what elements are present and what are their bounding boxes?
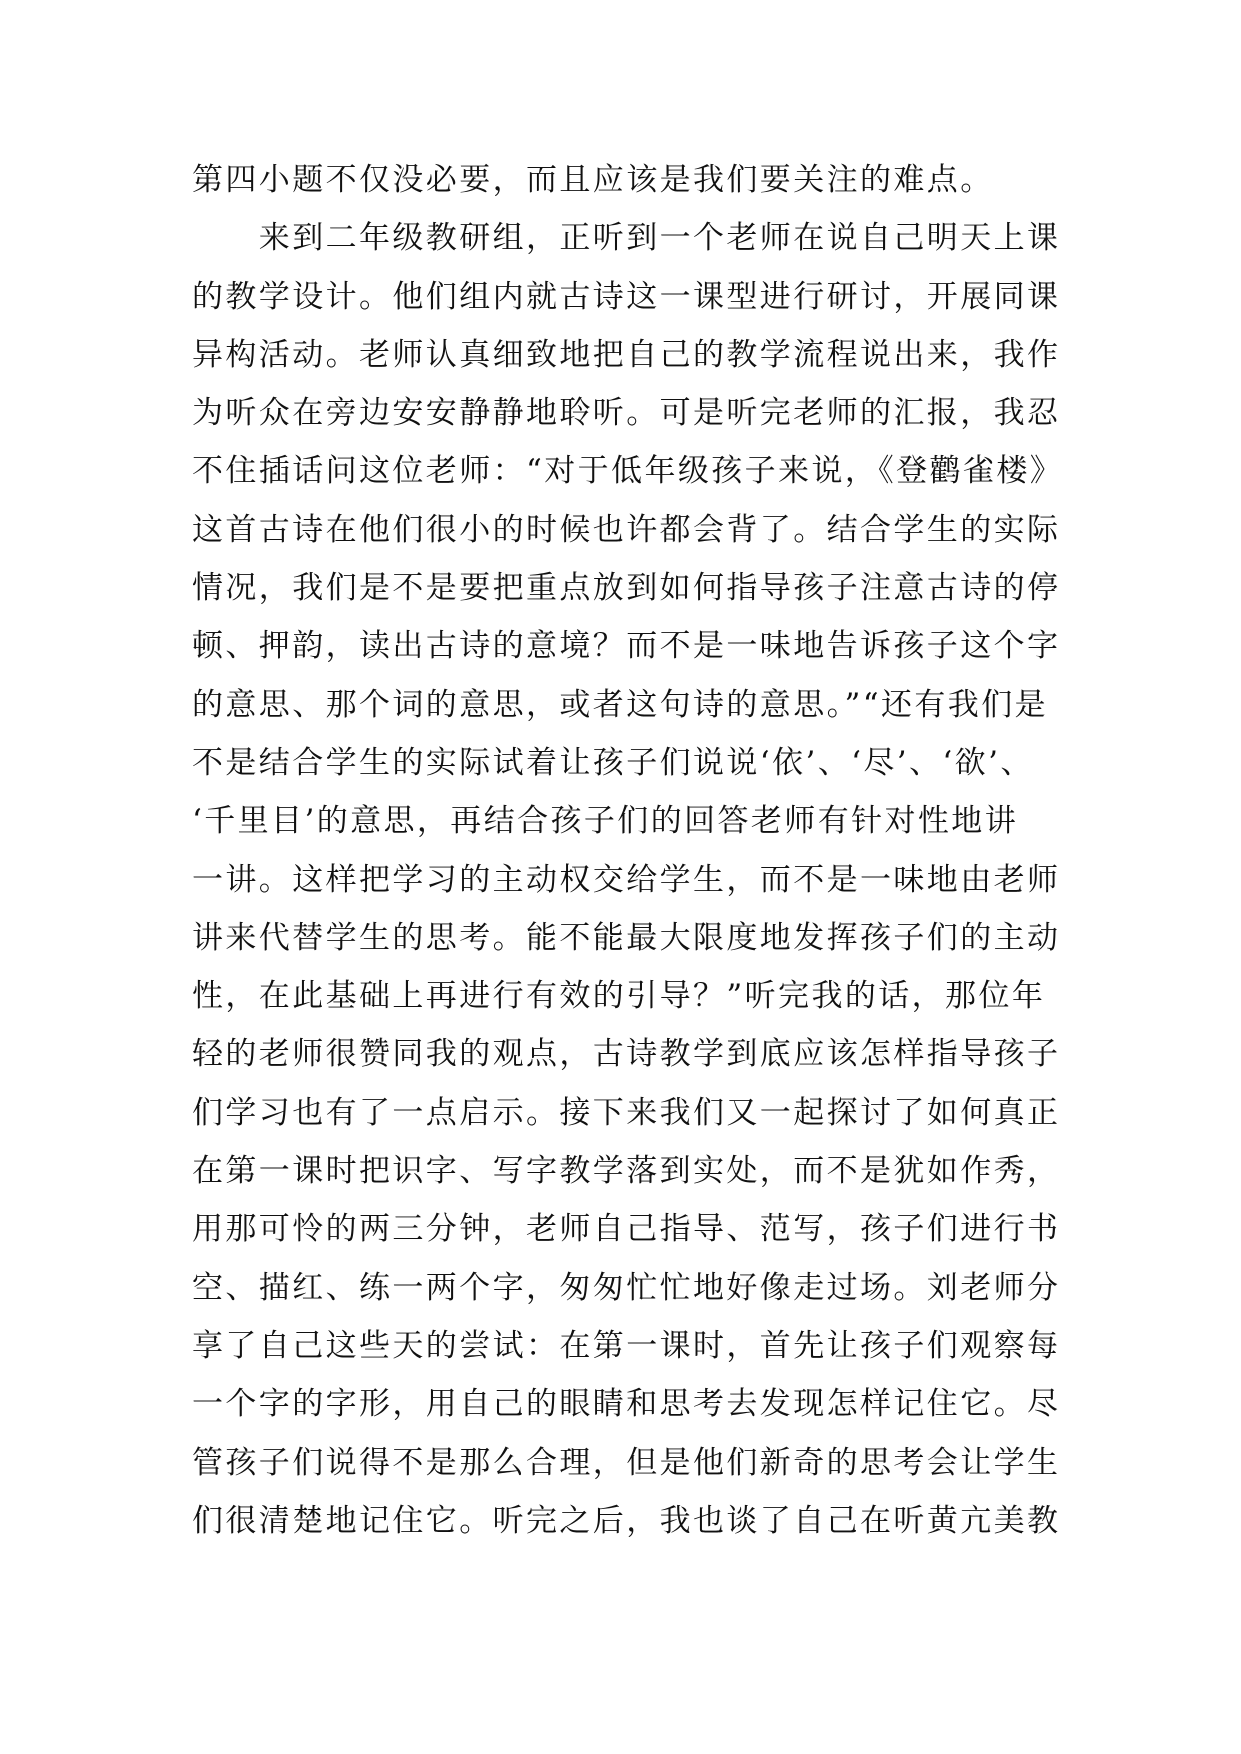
text-line: 的意思、那个词的意思，或者这句诗的意思。”“还有我们是 (192, 686, 1048, 723)
text-line: 在第一课时把识字、写字教学落到实处，而不是犹如作秀， (192, 1153, 1061, 1190)
text-line: 一讲。这样把学习的主动权交给学生，而不是一味地由老师 (192, 861, 1061, 898)
text-line: 性，在此基础上再进行有效的引导？”听完我的话，那位年 (192, 978, 1046, 1015)
text-line: 的教学设计。他们组内就古诗这一课型进行研讨，开展同课 (192, 278, 1061, 315)
text-line: 用那可怜的两三分钟，老师自己指导、范写，孩子们进行书 (192, 1211, 1061, 1248)
text-line: 顿、押韵，读出古诗的意境？而不是一味地告诉孩子这个字 (192, 628, 1061, 665)
text-line: 轻的老师很赞同我的观点，古诗教学到底应该怎样指导孩子 (192, 1036, 1061, 1073)
text-line: 情况，我们是不是要把重点放到如何指导孩子注意古诗的停 (192, 570, 1061, 607)
text-line: 们很清楚地记住它。听完之后，我也谈了自己在听黄亢美教 (192, 1502, 1061, 1539)
text-line: 们学习也有了一点启示。接下来我们又一起探讨了如何真正 (192, 1094, 1061, 1131)
text-line: 管孩子们说得不是那么合理，但是他们新奇的思考会让学生 (192, 1444, 1061, 1481)
text-line: ‘千里目’的意思，再结合孩子们的回答老师有针对性地讲 (192, 803, 1019, 840)
text-line: 讲来代替学生的思考。能不能最大限度地发挥孩子们的主动 (192, 919, 1061, 956)
text-line: 不住插话问这位老师：“对于低年级孩子来说，《登鹳雀楼》 (192, 453, 1064, 490)
text-line: 为听众在旁边安安静静地聆听。可是听完老师的汇报，我忍 (192, 395, 1061, 432)
text-line: 来到二年级教研组，正听到一个老师在说自己明天上课 (192, 220, 1061, 257)
text-line: 一个字的字形，用自己的眼睛和思考去发现怎样记住它。尽 (192, 1386, 1061, 1423)
text-line: 不是结合学生的实际试着让孩子们说说‘依’、‘尽’、‘欲’、 (192, 744, 1034, 781)
text-line: 空、描红、练一两个字，匆匆忙忙地好像走过场。刘老师分 (192, 1269, 1061, 1306)
text-line: 这首古诗在他们很小的时候也许都会背了。结合学生的实际 (192, 511, 1061, 548)
text-line: 第四小题不仅没必要，而且应该是我们要关注的难点。 (192, 162, 994, 198)
text-line: 异构活动。老师认真细致地把自己的教学流程说出来，我作 (192, 336, 1061, 373)
body-text (192, 160, 1072, 1559)
text-line: 享了自己这些天的尝试：在第一课时，首先让孩子们观察每 (192, 1327, 1061, 1364)
